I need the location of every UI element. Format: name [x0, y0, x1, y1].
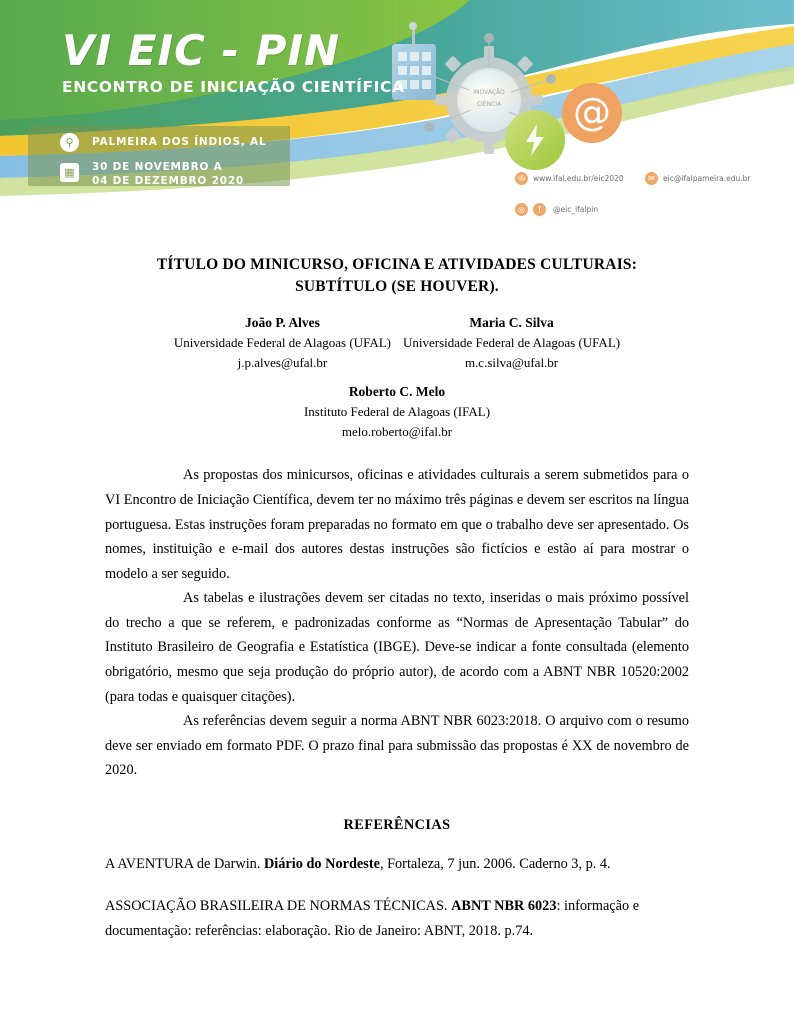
svg-text:@: @: [573, 90, 611, 134]
author-affiliation: Universidade Federal de Alagoas (UFAL): [403, 335, 621, 351]
author-name: Maria C. Silva: [469, 314, 554, 330]
page-title-line1: TÍTULO DO MINICURSO, OFICINA E ATIVIDADES CULTURAIS:: [156, 256, 638, 273]
document-body: [0, 228, 794, 943]
reference-item: [105, 852, 689, 876]
social-handle-text[interactable]: @eic_ifalpin: [553, 205, 599, 214]
reference-pre: A AVENTURA de Darwin.: [105, 855, 264, 872]
body-text: [105, 463, 689, 783]
reference-pre: ASSOCIAÇÃO BRASILEIRA DE NORMAS TÉCNICAS.: [105, 898, 452, 915]
mail-icon: ✉: [645, 172, 658, 185]
paragraph: As referências devem seguir a norma ABNT NBR 6023:2018. O arquivo com o resumo deve ser enviado em formato PDF. O prazo final para submissão das propostas é XX de novembro de 2020.: [105, 713, 689, 779]
globe-icon: ✇: [515, 172, 528, 185]
reference-post: , Fortaleza, 7 jun. 2006. Caderno 3, p. 4.: [379, 855, 611, 872]
author-block: [403, 313, 620, 372]
reference-post: : informação e documentação: referências: elaboração. Rio de Janeiro: ABNT, 2018. p.74.: [105, 898, 640, 939]
author-affiliation: Instituto Federal de Alagoas (IFAL): [303, 404, 491, 420]
author-name: Roberto C. Melo: [348, 384, 446, 400]
reference-bold: ABNT NBR 6023: [451, 898, 557, 915]
author-affiliation: Universidade Federal de Alagoas (UFAL): [173, 335, 391, 351]
author-name: João P. Alves: [245, 314, 320, 330]
page-title-line2: SUBTÍTULO (SE HOUVER).: [295, 278, 499, 296]
instagram-icon: ◎: [515, 203, 528, 216]
facebook-icon: f: [533, 203, 546, 216]
author-block: [105, 382, 689, 441]
paragraph: As propostas dos minicursos, oficinas e atividades culturais a serem submetidos para o VI Encontro de Iniciação Científica, devem ter no máximo três páginas e devem ser escritos na língua portuguesa. Estas instruções foram preparadas no formato em que o trabalho deve ser apresentado. Os nomes, instituição e e-mail dos autores destas instruções são fictícios e estão aí para mostrar o modelo a ser seguido.: [105, 467, 689, 582]
author-email[interactable]: j.p.alves@ufal.br: [237, 354, 328, 370]
authors-row: [105, 313, 689, 372]
event-title: VI EIC - PIN: [62, 26, 341, 75]
author-email[interactable]: melo.roberto@ifal.br: [341, 423, 453, 439]
location-pin-icon: ⚲: [60, 133, 79, 152]
references-heading: REFERÊNCIAS: [343, 816, 451, 833]
reference-item: [105, 894, 689, 943]
author-email[interactable]: m.c.silva@ufal.br: [464, 354, 559, 370]
calendar-icon: ▦: [60, 163, 79, 182]
event-date-line1: 30 DE NOVEMBRO A: [92, 161, 223, 173]
event-location: PALMEIRA DOS ÍNDIOS, AL: [92, 136, 267, 148]
website-text[interactable]: www.ifal.edu.br/eic2020: [533, 174, 624, 183]
reference-bold: Diário do Nordeste: [263, 855, 380, 872]
event-banner: [0, 0, 794, 228]
event-date-line2: 04 DE DEZEMBRO 2020: [92, 175, 245, 188]
author-block: [174, 313, 391, 372]
page-title: [105, 254, 689, 299]
paragraph: As tabelas e ilustrações devem ser citadas no texto, inseridas o mais próximo possível do trecho a que se referem, e padronizadas conforme as “Normas de Apresentação Tabular” do Instituto Brasileiro de Geografia e Estatística (IBGE). Deve-se indicar a fonte consultada (elemento obrigatório, mesmo que seja produção do próprio autor), de acordo com a ABNT NBR 10520:2002 (para todas e quaisquer citações).: [105, 590, 689, 705]
svg-text:INOVAÇÃO: INOVAÇÃO: [473, 89, 505, 96]
svg-text:CIÊNCIA: CIÊNCIA: [476, 101, 502, 108]
email-text[interactable]: eic@ifalpameira.edu.br: [663, 174, 751, 183]
event-subtitle: ENCONTRO DE INICIAÇÃO CIENTÍFICA: [62, 78, 405, 96]
event-dates: [92, 160, 244, 188]
banner-title-block: [62, 26, 405, 96]
